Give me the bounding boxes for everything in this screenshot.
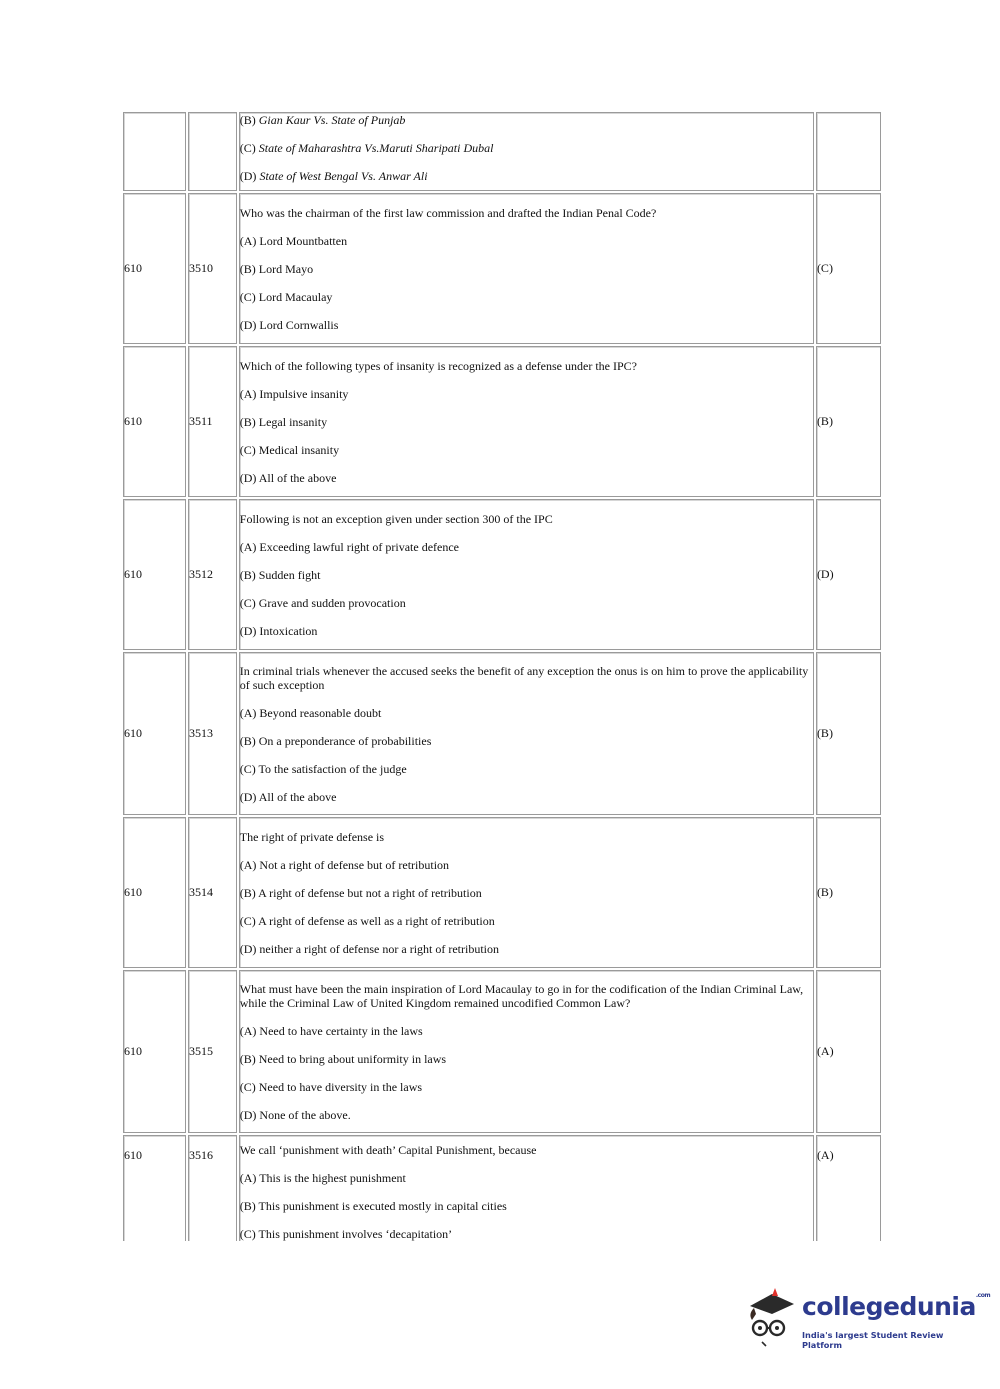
option-text: (D) Lord Cornwallis bbox=[239, 317, 339, 332]
option-label: (C) bbox=[239, 141, 256, 155]
option-text: (A) Need to have certainty in the laws bbox=[239, 1023, 423, 1038]
table-row bbox=[123, 970, 881, 1133]
table-row bbox=[123, 1135, 881, 1241]
qno-cell: 3515 bbox=[188, 970, 237, 1133]
question-table bbox=[123, 110, 883, 1241]
option-text: (B) Lord Mayo bbox=[239, 261, 314, 276]
logo-brand: collegedunia$^{.com}$ bbox=[802, 1292, 991, 1321]
option-text: (B) Sudden fight bbox=[239, 567, 321, 582]
code-cell: 610 bbox=[123, 817, 186, 968]
option-text: (C) Lord Macaulay bbox=[239, 289, 333, 304]
qno-cell: 3512 bbox=[188, 499, 237, 650]
qno-cell: 3514 bbox=[188, 817, 237, 968]
table-row bbox=[123, 193, 881, 344]
code-cell: 610 bbox=[123, 652, 186, 815]
answer-cell: (A) bbox=[816, 970, 881, 1133]
code-cell: 610 bbox=[123, 193, 186, 344]
answer-cell: (D) bbox=[816, 499, 881, 650]
option-text: Gian Kaur Vs. State of Punjab bbox=[258, 113, 406, 127]
table-row-fragment bbox=[123, 112, 881, 191]
option-text: (A) Exceeding lawful right of private defence bbox=[239, 539, 459, 554]
option-text: (C) Medical insanity bbox=[239, 442, 340, 457]
option-text: (D) Intoxication bbox=[239, 623, 318, 638]
question-cell bbox=[239, 193, 814, 344]
option-text: (D) neither a right of defense nor a right of retribution bbox=[239, 941, 500, 956]
qno-cell: 3510 bbox=[188, 193, 237, 344]
option-text: (D) All of the above bbox=[239, 470, 337, 485]
option-text: (B) Need to bring about uniformity in laws bbox=[239, 1051, 447, 1066]
question-cell bbox=[239, 970, 814, 1133]
answer-cell: (B) bbox=[816, 817, 881, 968]
table-row bbox=[123, 817, 881, 968]
question-sheet bbox=[123, 110, 885, 1241]
question-text: The right of private defense is bbox=[239, 829, 385, 844]
qno-cell bbox=[188, 112, 237, 191]
answer-cell: (A) bbox=[816, 1135, 881, 1241]
qno-cell: 3513 bbox=[188, 652, 237, 815]
answer-cell: (B) bbox=[816, 346, 881, 497]
collegedunia-logo bbox=[742, 1284, 991, 1350]
question-cell bbox=[239, 499, 814, 650]
answer-cell: (B) bbox=[816, 652, 881, 815]
option-text: (D) None of the above. bbox=[239, 1107, 351, 1122]
option-text: (A) Beyond reasonable doubt bbox=[239, 705, 382, 720]
table-row bbox=[123, 652, 881, 815]
answer-cell: (C) bbox=[816, 193, 881, 344]
question-text: In criminal trials whenever the accused seeks the benefit of any exception the onus is on him to prove the applicability of such exception bbox=[239, 663, 809, 692]
code-cell: 610 bbox=[123, 499, 186, 650]
option-label: (B) bbox=[239, 113, 256, 127]
question-cell bbox=[239, 817, 814, 968]
option-text: (D) All of the above bbox=[239, 789, 337, 804]
code-cell: 610 bbox=[123, 970, 186, 1133]
question-cell bbox=[239, 1135, 814, 1241]
option-text: (C) To the satisfaction of the judge bbox=[239, 761, 407, 776]
option-text: (B) This punishment is executed mostly in capital cities bbox=[239, 1199, 507, 1213]
option-text: (C) Grave and sudden provocation bbox=[239, 595, 406, 610]
option-text: (B) On a preponderance of probabilities bbox=[239, 733, 432, 748]
question-text: Who was the chairman of the first law commission and drafted the Indian Penal Code? bbox=[239, 205, 657, 220]
option-label: (D) bbox=[239, 169, 257, 183]
table-row bbox=[123, 499, 881, 650]
question-text: Following is not an exception given under section 300 of the IPC bbox=[239, 511, 553, 526]
option-text: (A) This is the highest punishment bbox=[239, 1171, 406, 1185]
code-cell: 610 bbox=[123, 1135, 186, 1241]
logo-tagline: India's largest Student Review Platform bbox=[802, 1330, 944, 1350]
code-cell: 610 bbox=[123, 346, 186, 497]
question-cell bbox=[239, 112, 814, 191]
question-cell bbox=[239, 346, 814, 497]
table-row bbox=[123, 346, 881, 497]
option-text: (C) A right of defense as well as a right of retribution bbox=[239, 913, 495, 928]
qno-cell: 3516 bbox=[188, 1135, 237, 1241]
option-text: (C) This punishment involves ‘decapitation’ bbox=[239, 1227, 453, 1241]
option-text: (A) Impulsive insanity bbox=[239, 386, 349, 401]
qno-cell: 3511 bbox=[188, 346, 237, 497]
question-text: What must have been the main inspiration of Lord Macaulay to go in for the codification of the Indian Criminal Law, while the Criminal Law of United Kingdom remained uncodified Common Law? bbox=[239, 981, 804, 1010]
option-text: (A) Not a right of defense but of retribution bbox=[239, 857, 450, 872]
option-text: State of Maharashtra Vs.Maruti Sharipati Dubal bbox=[258, 141, 494, 155]
code-cell bbox=[123, 112, 186, 191]
option-text: (B) A right of defense but not a right of retribution bbox=[239, 885, 482, 900]
question-cell bbox=[239, 652, 814, 815]
option-text: (C) Need to have diversity in the laws bbox=[239, 1079, 423, 1094]
mascot-icon bbox=[742, 1284, 802, 1350]
question-text: We call ‘punishment with death’ Capital Punishment, because bbox=[239, 1143, 537, 1157]
question-text: Which of the following types of insanity is recognized as a defense under the IPC? bbox=[239, 358, 637, 373]
option-text: (B) Legal insanity bbox=[239, 414, 328, 429]
answer-cell bbox=[816, 112, 881, 191]
option-text: (A) Lord Mountbatten bbox=[239, 233, 348, 248]
option-text: State of West Bengal Vs. Anwar Ali bbox=[259, 169, 428, 183]
